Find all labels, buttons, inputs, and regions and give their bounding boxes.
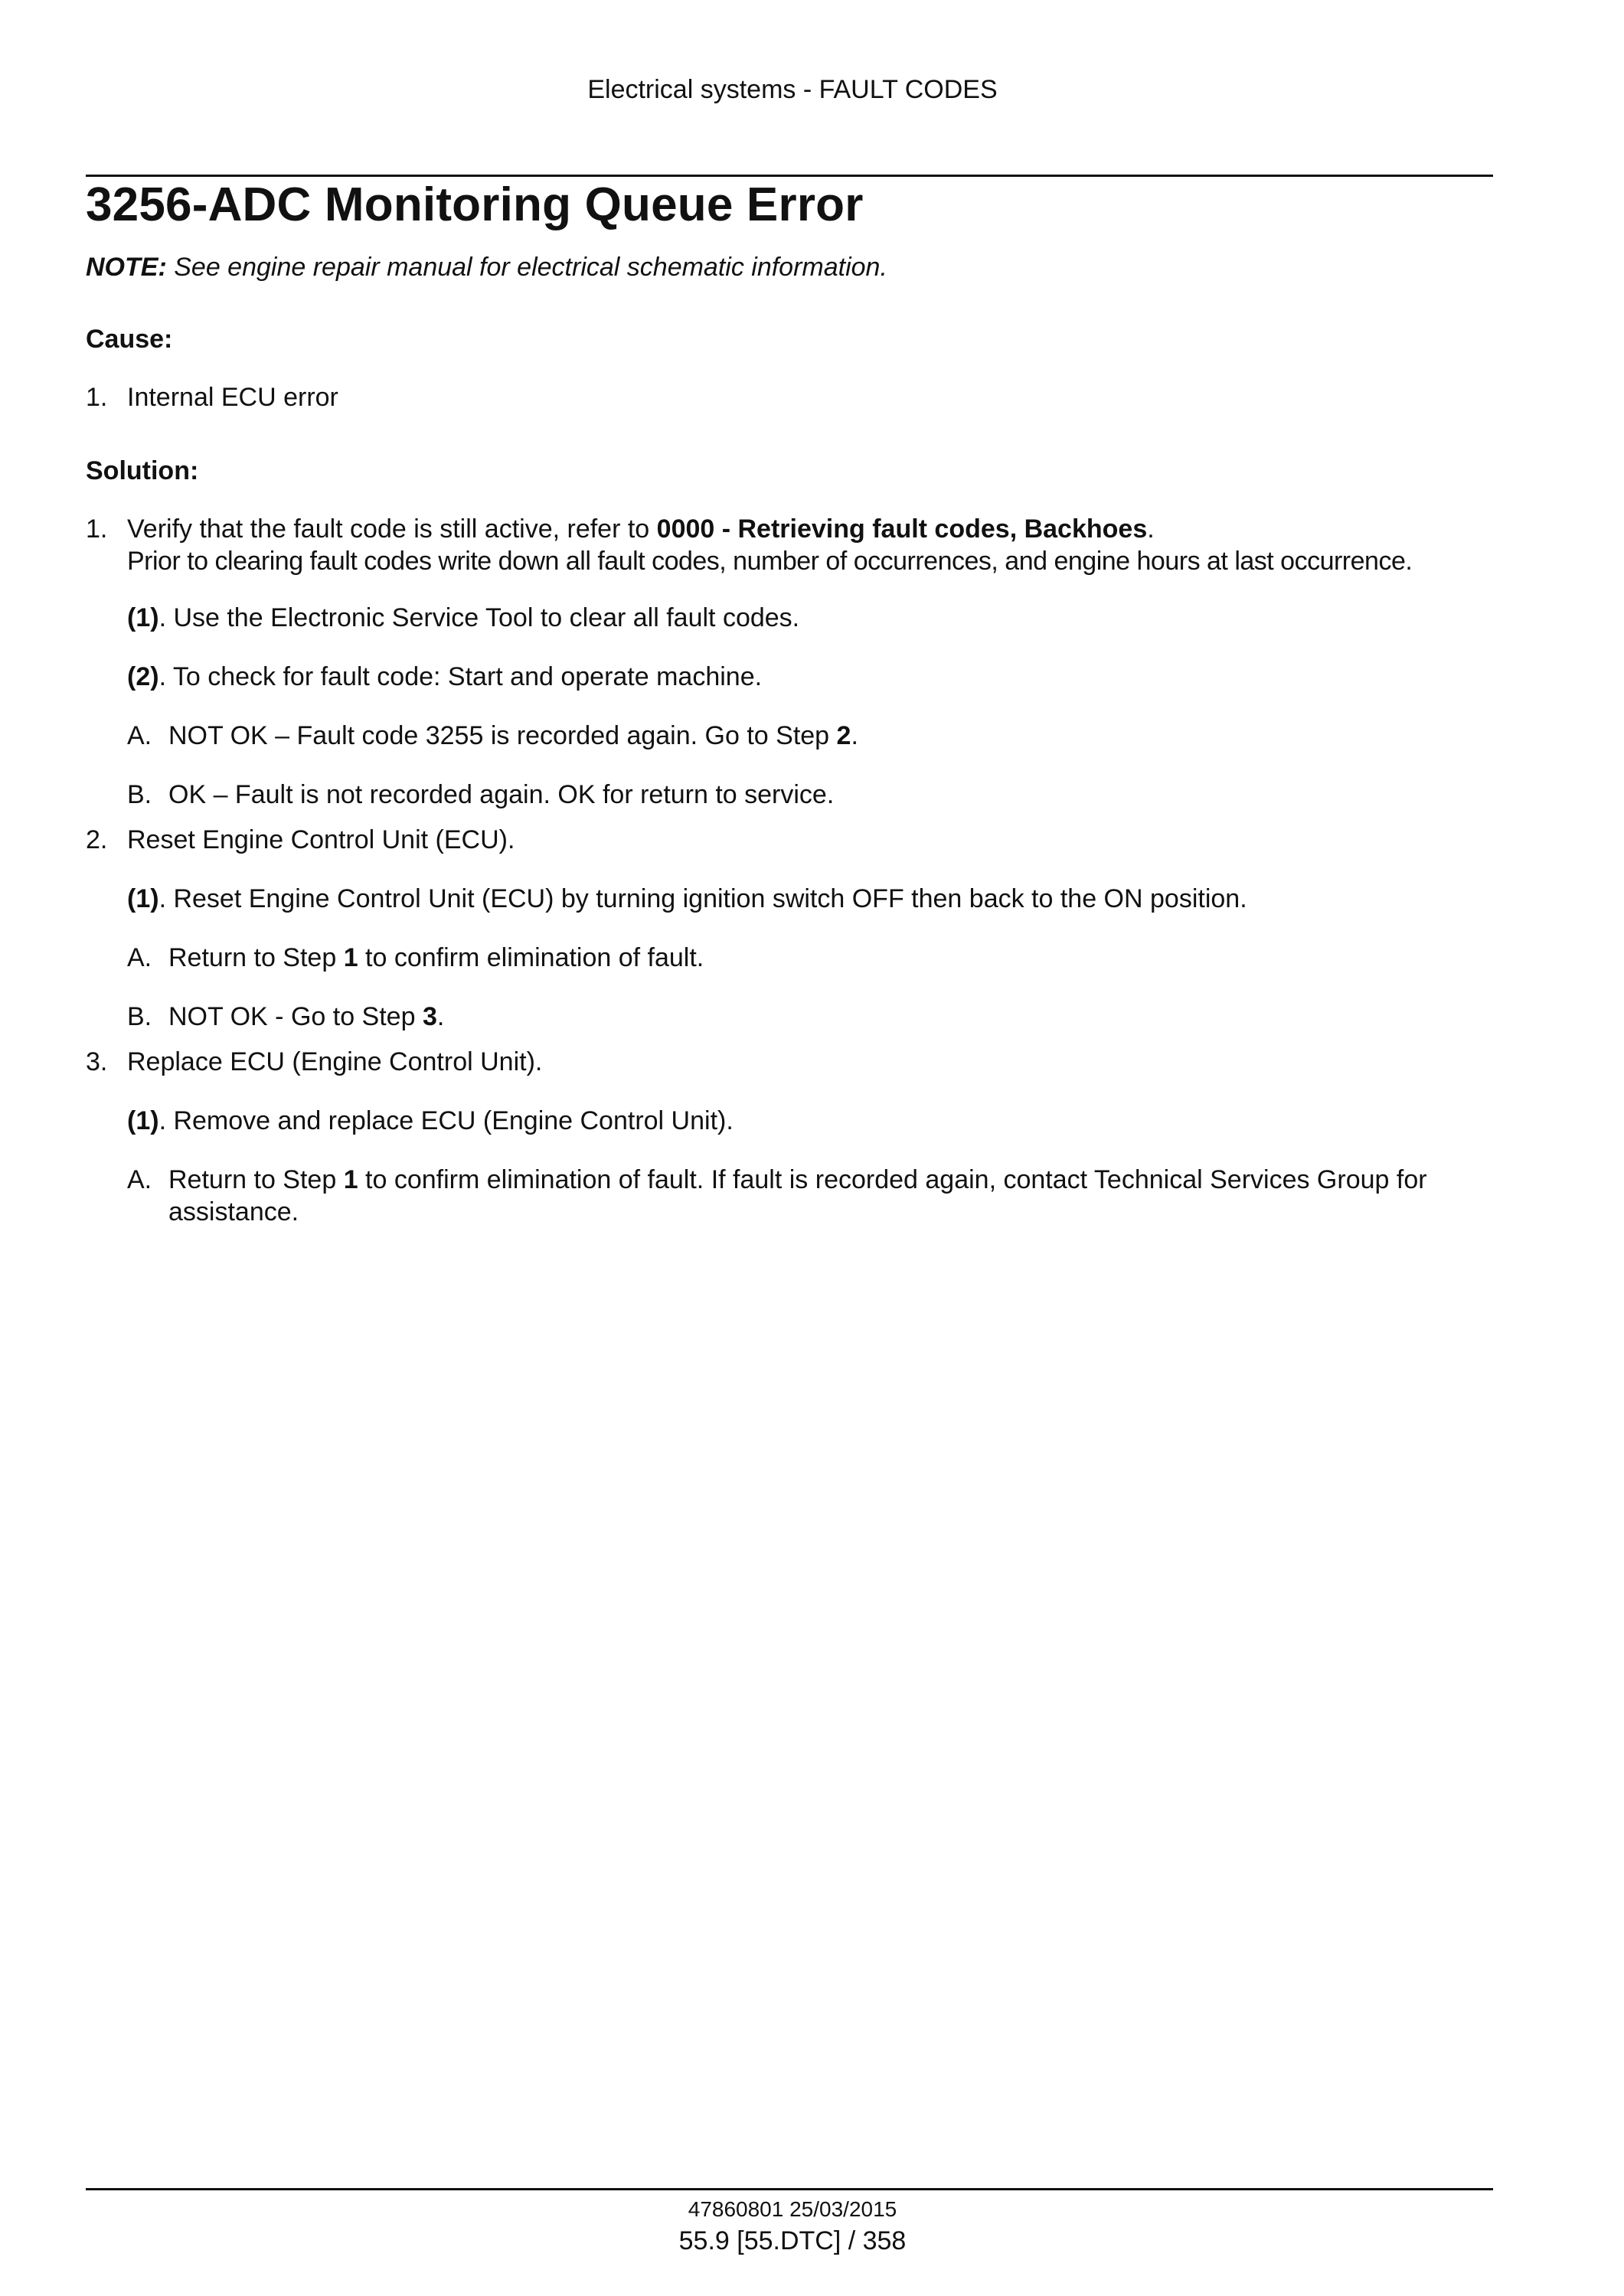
option-text-post: to confirm elimination of fault. If fault is recorded again, contact Technical Services Group for [358,1165,1427,1194]
step-3-option-a-text-line2: assistance. [168,1197,299,1226]
option-text-pre: NOT OK – Fault code 3255 is recorded again. Go to Step [168,721,837,750]
step-3-number: 3. [86,1047,108,1076]
step-1-number: 1. [86,514,108,544]
step-reference: 1 [343,943,358,972]
step-1-substep-2 [127,662,762,692]
substep-text: . Reset Engine Control Unit (ECU) by turning ignition switch OFF then back to the ON position. [158,884,1247,913]
substep-text: . Remove and replace ECU (Engine Control Unit). [158,1106,734,1135]
page-number: 55.9 [55.DTC] / 358 [678,2226,907,2255]
step-2-option-b-text [168,1002,444,1032]
step-3-option-a-letter: A. [127,1165,152,1194]
step-3-substep-1 [127,1106,734,1136]
step-1-substep-1 [127,603,799,633]
substep-number: (1) [127,603,159,632]
step-2-substep-1 [127,884,1247,914]
substep-number: (1) [127,884,159,913]
step-3-text: Replace ECU (Engine Control Unit). [127,1047,543,1076]
step-1-text [127,514,1155,544]
step-1-option-a-letter: A. [127,721,152,750]
step-reference: 3 [422,1002,437,1031]
step-1-reference: 0000 - Retrieving fault codes, Backhoes [656,514,1148,544]
substep-text: . Use the Electronic Service Tool to clear all fault codes. [158,603,800,632]
cause-item-number: 1. [86,383,108,412]
step-1-text-line2: Prior to clearing fault codes write down all fault codes, number of occurrences, and engine hours at last occurrence. [127,547,1413,576]
header-rule [86,175,1493,177]
step-2-text: Reset Engine Control Unit (ECU). [127,825,515,854]
step-3-option-a-text [168,1165,1427,1195]
document-code: 47860801 25/03/2015 [688,2197,897,2221]
step-reference: 1 [343,1165,358,1194]
step-2-number: 2. [86,825,108,854]
substep-number: (1) [127,1106,159,1135]
option-text-pre: Return to Step [168,1165,344,1194]
footer-rule [86,2188,1493,2190]
note [86,253,887,283]
cause-item-text: Internal ECU error [127,383,338,412]
cause-heading: Cause: [86,325,173,354]
step-2-option-a-text [168,943,704,973]
running-header: Electrical systems - FAULT CODES [587,75,998,104]
option-text-post: to confirm elimination of fault. [358,943,704,972]
page-title: 3256-ADC Monitoring Queue Error [86,178,864,231]
option-text-post: . [436,1002,445,1031]
solution-heading: Solution: [86,456,199,485]
option-text-pre: NOT OK - Go to Step [168,1002,423,1031]
step-1-text-post: . [1147,514,1155,544]
step-1-option-b-letter: B. [127,780,152,809]
step-2-option-b-letter: B. [127,1002,152,1031]
step-reference: 2 [836,721,851,750]
step-1-option-b-text: OK – Fault is not recorded again. OK for return to service. [168,780,835,809]
step-1-option-a-text [168,721,858,751]
step-1-text-pre: Verify that the fault code is still active, refer to [127,514,657,544]
step-2-option-a-letter: A. [127,943,152,972]
note-label: NOTE: [86,253,167,282]
note-text: See engine repair manual for electrical schematic information. [174,253,887,282]
substep-text: . To check for fault code: Start and operate machine. [158,662,763,691]
substep-number: (2) [127,662,159,691]
option-text-post: . [851,721,858,750]
option-text-pre: Return to Step [168,943,344,972]
